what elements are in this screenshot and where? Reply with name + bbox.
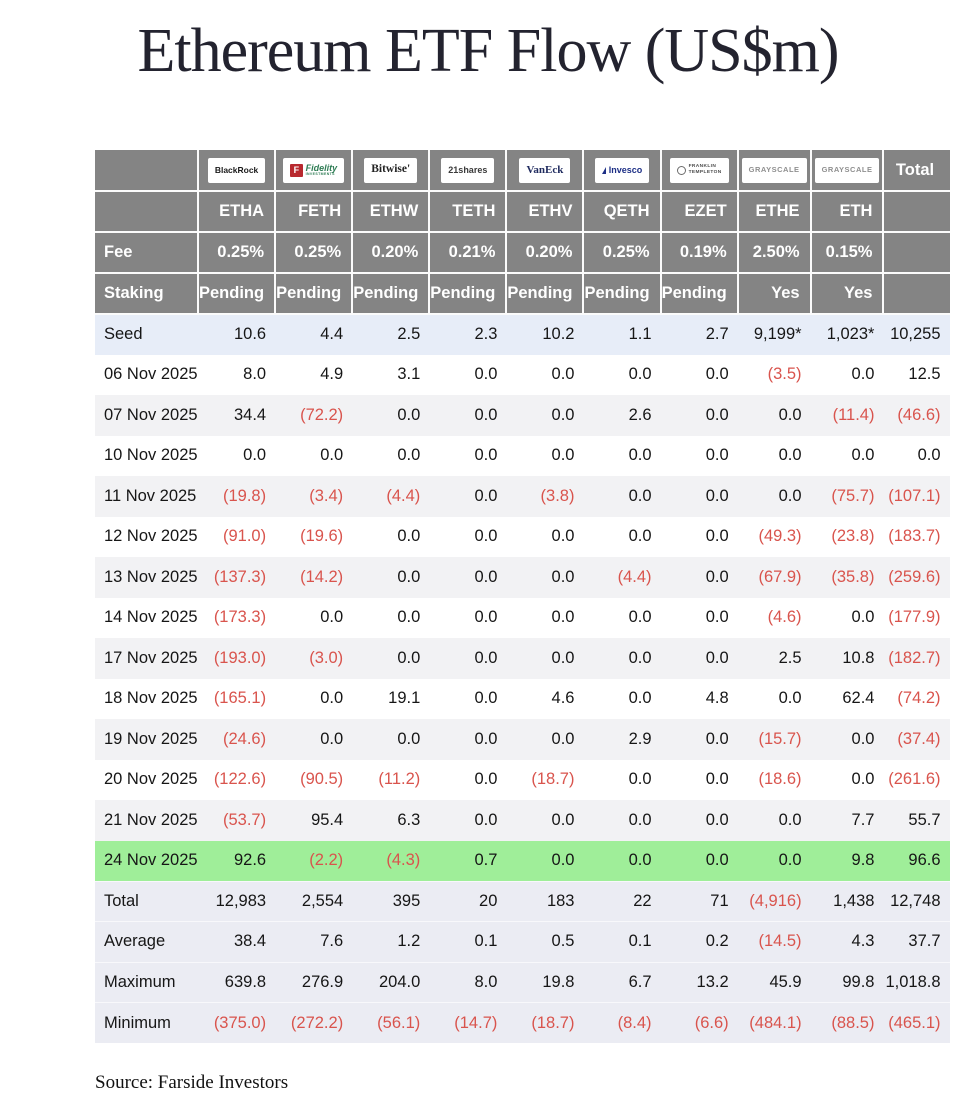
cell-19-nov-2025-col7: (15.7) xyxy=(738,719,811,760)
ticker-ezet: EZET xyxy=(661,191,738,232)
cell-total-col6: 71 xyxy=(661,881,738,922)
cell-seed-col4: 10.2 xyxy=(506,314,583,355)
cell-minimum-col0: (375.0) xyxy=(198,1003,275,1044)
cell-19-nov-2025-col0: (24.6) xyxy=(198,719,275,760)
cell-14-nov-2025-col5: 0.0 xyxy=(583,598,660,639)
cell-18-nov-2025-col3: 0.0 xyxy=(429,679,506,720)
cell-10-nov-2025-col4: 0.0 xyxy=(506,436,583,477)
cell-total-col0: 12,983 xyxy=(198,881,275,922)
data-row-11-nov-2025 xyxy=(95,476,950,517)
summary-row-minimum xyxy=(95,1003,950,1044)
etf-flow-table xyxy=(95,150,950,1043)
cell-10-nov-2025-col1: 0.0 xyxy=(275,436,352,477)
cell-20-nov-2025-col6: 0.0 xyxy=(661,760,738,801)
fee-row-label: Fee xyxy=(95,232,198,273)
cell-06-nov-2025-col0: 8.0 xyxy=(198,355,275,396)
cell-06-nov-2025-col7: (3.5) xyxy=(738,355,811,396)
cell-24-nov-2025-col3: 0.7 xyxy=(429,841,506,882)
staking-eth: Yes xyxy=(811,273,884,314)
cell-20-nov-2025-col1: (90.5) xyxy=(275,760,352,801)
page-title: Ethereum ETF Flow (US$m) xyxy=(137,17,839,85)
staking-etha: Pending xyxy=(198,273,275,314)
cell-13-nov-2025-col4: 0.0 xyxy=(506,557,583,598)
cell-maximum-col9: 1,018.8 xyxy=(883,962,949,1003)
cell-17-nov-2025-col9: (182.7) xyxy=(883,638,949,679)
cell-minimum-col5: (8.4) xyxy=(583,1003,660,1044)
cell-07-nov-2025-col8: (11.4) xyxy=(811,395,884,436)
summary-label-total: Total xyxy=(95,881,198,922)
cell-17-nov-2025-col1: (3.0) xyxy=(275,638,352,679)
fee-teth: 0.21% xyxy=(429,232,506,273)
cell-19-nov-2025-col9: (37.4) xyxy=(883,719,949,760)
data-label-20-nov-2025: 20 Nov 2025 xyxy=(95,760,198,801)
cell-seed-col9: 10,255 xyxy=(883,314,949,355)
cell-13-nov-2025-col7: (67.9) xyxy=(738,557,811,598)
cell-07-nov-2025-col5: 2.6 xyxy=(583,395,660,436)
cell-10-nov-2025-col3: 0.0 xyxy=(429,436,506,477)
cell-17-nov-2025-col5: 0.0 xyxy=(583,638,660,679)
fee-qeth: 0.25% xyxy=(583,232,660,273)
data-row-07-nov-2025 xyxy=(95,395,950,436)
cell-20-nov-2025-col5: 0.0 xyxy=(583,760,660,801)
cell-24-nov-2025-col0: 92.6 xyxy=(198,841,275,882)
cell-12-nov-2025-col7: (49.3) xyxy=(738,517,811,558)
cell-18-nov-2025-col8: 62.4 xyxy=(811,679,884,720)
cell-12-nov-2025-col5: 0.0 xyxy=(583,517,660,558)
cell-14-nov-2025-col6: 0.0 xyxy=(661,598,738,639)
cell-18-nov-2025-col0: (165.1) xyxy=(198,679,275,720)
cell-14-nov-2025-col8: 0.0 xyxy=(811,598,884,639)
cell-07-nov-2025-col0: 34.4 xyxy=(198,395,275,436)
invesco-triangle-icon xyxy=(602,167,606,174)
cell-17-nov-2025-col6: 0.0 xyxy=(661,638,738,679)
cell-17-nov-2025-col0: (193.0) xyxy=(198,638,275,679)
cell-19-nov-2025-col5: 2.9 xyxy=(583,719,660,760)
staking-ezet: Pending xyxy=(661,273,738,314)
blackrock-wordmark: BlackRock xyxy=(214,164,259,175)
franklin-templeton-logo xyxy=(670,158,729,183)
data-label-14-nov-2025: 14 Nov 2025 xyxy=(95,598,198,639)
cell-13-nov-2025-col8: (35.8) xyxy=(811,557,884,598)
cell-13-nov-2025-col2: 0.0 xyxy=(352,557,429,598)
cell-11-nov-2025-col0: (19.8) xyxy=(198,476,275,517)
provider-logo-cell-bitwise-2 xyxy=(352,150,429,191)
corner-cell xyxy=(95,150,198,191)
cell-06-nov-2025-col4: 0.0 xyxy=(506,355,583,396)
cell-24-nov-2025-col4: 0.0 xyxy=(506,841,583,882)
data-row-17-nov-2025 xyxy=(95,638,950,679)
provider-logo-cell-21shares-3 xyxy=(429,150,506,191)
cell-20-nov-2025-col4: (18.7) xyxy=(506,760,583,801)
cell-21-nov-2025-col0: (53.7) xyxy=(198,800,275,841)
cell-12-nov-2025-col1: (19.6) xyxy=(275,517,352,558)
cell-11-nov-2025-col7: 0.0 xyxy=(738,476,811,517)
data-label-seed: Seed xyxy=(95,314,198,355)
cell-13-nov-2025-col3: 0.0 xyxy=(429,557,506,598)
data-row-seed xyxy=(95,314,950,355)
21shares-wordmark: 21shares xyxy=(448,164,488,175)
data-label-06-nov-2025: 06 Nov 2025 xyxy=(95,355,198,396)
cell-14-nov-2025-col2: 0.0 xyxy=(352,598,429,639)
data-label-19-nov-2025: 19 Nov 2025 xyxy=(95,719,198,760)
cell-21-nov-2025-col5: 0.0 xyxy=(583,800,660,841)
cell-17-nov-2025-col8: 10.8 xyxy=(811,638,884,679)
cell-24-nov-2025-col1: (2.2) xyxy=(275,841,352,882)
cell-average-col1: 7.6 xyxy=(275,922,352,963)
cell-10-nov-2025-col6: 0.0 xyxy=(661,436,738,477)
summary-row-total xyxy=(95,881,950,922)
summary-label-maximum: Maximum xyxy=(95,962,198,1003)
fidelity-logo xyxy=(283,158,344,183)
cell-maximum-col8: 99.8 xyxy=(811,962,884,1003)
staking-row-label: Staking xyxy=(95,273,198,314)
provider-logo-cell-blackrock-0 xyxy=(198,150,275,191)
cell-average-col2: 1.2 xyxy=(352,922,429,963)
cell-maximum-col2: 204.0 xyxy=(352,962,429,1003)
ticker-ethw: ETHW xyxy=(352,191,429,232)
cell-maximum-col3: 8.0 xyxy=(429,962,506,1003)
data-label-18-nov-2025: 18 Nov 2025 xyxy=(95,679,198,720)
cell-13-nov-2025-col0: (137.3) xyxy=(198,557,275,598)
bitwise-wordmark: Bitwise' xyxy=(371,163,411,176)
cell-11-nov-2025-col8: (75.7) xyxy=(811,476,884,517)
cell-seed-col2: 2.5 xyxy=(352,314,429,355)
cell-18-nov-2025-col1: 0.0 xyxy=(275,679,352,720)
franklin-head-icon xyxy=(677,166,686,175)
cell-20-nov-2025-col0: (122.6) xyxy=(198,760,275,801)
cell-total-col2: 395 xyxy=(352,881,429,922)
cell-seed-col6: 2.7 xyxy=(661,314,738,355)
cell-13-nov-2025-col6: 0.0 xyxy=(661,557,738,598)
cell-18-nov-2025-col5: 0.0 xyxy=(583,679,660,720)
data-row-14-nov-2025 xyxy=(95,598,950,639)
data-row-12-nov-2025 xyxy=(95,517,950,558)
cell-21-nov-2025-col2: 6.3 xyxy=(352,800,429,841)
cell-24-nov-2025-col9: 96.6 xyxy=(883,841,949,882)
cell-14-nov-2025-col9: (177.9) xyxy=(883,598,949,639)
cell-average-col6: 0.2 xyxy=(661,922,738,963)
data-row-21-nov-2025 xyxy=(95,800,950,841)
cell-14-nov-2025-col3: 0.0 xyxy=(429,598,506,639)
cell-06-nov-2025-col9: 12.5 xyxy=(883,355,949,396)
grayscale-logo xyxy=(815,158,880,183)
cell-12-nov-2025-col8: (23.8) xyxy=(811,517,884,558)
cell-average-col3: 0.1 xyxy=(429,922,506,963)
grayscale-logo xyxy=(742,158,807,183)
vaneck-wordmark: VanEck xyxy=(526,163,564,176)
cell-21-nov-2025-col6: 0.0 xyxy=(661,800,738,841)
data-row-20-nov-2025 xyxy=(95,760,950,801)
cell-11-nov-2025-col3: 0.0 xyxy=(429,476,506,517)
cell-21-nov-2025-col9: 55.7 xyxy=(883,800,949,841)
cell-maximum-col4: 19.8 xyxy=(506,962,583,1003)
cell-14-nov-2025-col1: 0.0 xyxy=(275,598,352,639)
cell-07-nov-2025-col1: (72.2) xyxy=(275,395,352,436)
cell-18-nov-2025-col7: 0.0 xyxy=(738,679,811,720)
cell-06-nov-2025-col2: 3.1 xyxy=(352,355,429,396)
cell-11-nov-2025-col1: (3.4) xyxy=(275,476,352,517)
cell-seed-col1: 4.4 xyxy=(275,314,352,355)
staking-ethw: Pending xyxy=(352,273,429,314)
cell-minimum-col4: (18.7) xyxy=(506,1003,583,1044)
cell-average-col4: 0.5 xyxy=(506,922,583,963)
data-label-11-nov-2025: 11 Nov 2025 xyxy=(95,476,198,517)
cell-13-nov-2025-col1: (14.2) xyxy=(275,557,352,598)
franklin-line1: FRANKLIN xyxy=(688,164,717,170)
cell-average-col0: 38.4 xyxy=(198,922,275,963)
cell-minimum-col9: (465.1) xyxy=(883,1003,949,1044)
cell-minimum-col7: (484.1) xyxy=(738,1003,811,1044)
cell-19-nov-2025-col8: 0.0 xyxy=(811,719,884,760)
header-row-logos xyxy=(95,150,950,191)
cell-10-nov-2025-col8: 0.0 xyxy=(811,436,884,477)
cell-seed-col7: 9,199* xyxy=(738,314,811,355)
data-row-19-nov-2025 xyxy=(95,719,950,760)
fee-etha: 0.25% xyxy=(198,232,275,273)
cell-minimum-col2: (56.1) xyxy=(352,1003,429,1044)
ticker-total-empty-cell xyxy=(883,191,949,232)
header-row-staking xyxy=(95,273,950,314)
cell-10-nov-2025-col2: 0.0 xyxy=(352,436,429,477)
cell-minimum-col3: (14.7) xyxy=(429,1003,506,1044)
fee-ethw: 0.20% xyxy=(352,232,429,273)
cell-20-nov-2025-col7: (18.6) xyxy=(738,760,811,801)
summary-label-average: Average xyxy=(95,922,198,963)
data-row-10-nov-2025 xyxy=(95,436,950,477)
staking-qeth: Pending xyxy=(583,273,660,314)
cell-21-nov-2025-col3: 0.0 xyxy=(429,800,506,841)
cell-20-nov-2025-col8: 0.0 xyxy=(811,760,884,801)
cell-19-nov-2025-col2: 0.0 xyxy=(352,719,429,760)
cell-06-nov-2025-col6: 0.0 xyxy=(661,355,738,396)
ticker-ethv: ETHV xyxy=(506,191,583,232)
data-label-13-nov-2025: 13 Nov 2025 xyxy=(95,557,198,598)
data-label-17-nov-2025: 17 Nov 2025 xyxy=(95,638,198,679)
data-label-07-nov-2025: 07 Nov 2025 xyxy=(95,395,198,436)
cell-07-nov-2025-col6: 0.0 xyxy=(661,395,738,436)
cell-24-nov-2025-col6: 0.0 xyxy=(661,841,738,882)
cell-20-nov-2025-col9: (261.6) xyxy=(883,760,949,801)
header-row-tickers xyxy=(95,191,950,232)
ticker-eth: ETH xyxy=(811,191,884,232)
cell-18-nov-2025-col2: 19.1 xyxy=(352,679,429,720)
summary-label-minimum: Minimum xyxy=(95,1003,198,1044)
vaneck-logo xyxy=(519,158,570,183)
data-row-13-nov-2025 xyxy=(95,557,950,598)
total-column-header: Total xyxy=(883,150,949,191)
staking-ethv: Pending xyxy=(506,273,583,314)
cell-total-col9: 12,748 xyxy=(883,881,949,922)
summary-row-average xyxy=(95,922,950,963)
cell-11-nov-2025-col6: 0.0 xyxy=(661,476,738,517)
cell-11-nov-2025-col4: (3.8) xyxy=(506,476,583,517)
cell-10-nov-2025-col7: 0.0 xyxy=(738,436,811,477)
cell-19-nov-2025-col3: 0.0 xyxy=(429,719,506,760)
cell-minimum-col8: (88.5) xyxy=(811,1003,884,1044)
cell-total-col3: 20 xyxy=(429,881,506,922)
cell-11-nov-2025-col5: 0.0 xyxy=(583,476,660,517)
cell-21-nov-2025-col4: 0.0 xyxy=(506,800,583,841)
ticker-etha: ETHA xyxy=(198,191,275,232)
cell-13-nov-2025-col5: (4.4) xyxy=(583,557,660,598)
ticker-teth: TETH xyxy=(429,191,506,232)
cell-18-nov-2025-col6: 4.8 xyxy=(661,679,738,720)
cell-18-nov-2025-col9: (74.2) xyxy=(883,679,949,720)
cell-07-nov-2025-col4: 0.0 xyxy=(506,395,583,436)
provider-logo-cell-invesco-5 xyxy=(583,150,660,191)
provider-logo-cell-vaneck-4 xyxy=(506,150,583,191)
cell-maximum-col1: 276.9 xyxy=(275,962,352,1003)
cell-total-col5: 22 xyxy=(583,881,660,922)
cell-20-nov-2025-col3: 0.0 xyxy=(429,760,506,801)
cell-07-nov-2025-col9: (46.6) xyxy=(883,395,949,436)
grayscale-wordmark: GRAYSCALE xyxy=(821,165,873,175)
cell-10-nov-2025-col0: 0.0 xyxy=(198,436,275,477)
staking-feth: Pending xyxy=(275,273,352,314)
cell-12-nov-2025-col3: 0.0 xyxy=(429,517,506,558)
cell-17-nov-2025-col4: 0.0 xyxy=(506,638,583,679)
fee-feth: 0.25% xyxy=(275,232,352,273)
data-label-21-nov-2025: 21 Nov 2025 xyxy=(95,800,198,841)
cell-18-nov-2025-col4: 4.6 xyxy=(506,679,583,720)
cell-14-nov-2025-col7: (4.6) xyxy=(738,598,811,639)
staking-ethe: Yes xyxy=(738,273,811,314)
cell-21-nov-2025-col7: 0.0 xyxy=(738,800,811,841)
data-label-12-nov-2025: 12 Nov 2025 xyxy=(95,517,198,558)
cell-12-nov-2025-col2: 0.0 xyxy=(352,517,429,558)
fee-ezet: 0.19% xyxy=(661,232,738,273)
cell-19-nov-2025-col6: 0.0 xyxy=(661,719,738,760)
cell-07-nov-2025-col7: 0.0 xyxy=(738,395,811,436)
cell-06-nov-2025-col5: 0.0 xyxy=(583,355,660,396)
21shares-logo xyxy=(441,158,494,183)
cell-06-nov-2025-col3: 0.0 xyxy=(429,355,506,396)
cell-21-nov-2025-col1: 95.4 xyxy=(275,800,352,841)
cell-average-col8: 4.3 xyxy=(811,922,884,963)
staking-total-empty-cell xyxy=(883,273,949,314)
cell-average-col9: 37.7 xyxy=(883,922,949,963)
cell-24-nov-2025-col2: (4.3) xyxy=(352,841,429,882)
cell-total-col8: 1,438 xyxy=(811,881,884,922)
invesco-logo xyxy=(595,158,650,183)
grayscale-wordmark: GRAYSCALE xyxy=(748,165,800,175)
cell-12-nov-2025-col6: 0.0 xyxy=(661,517,738,558)
ticker-qeth: QETH xyxy=(583,191,660,232)
cell-12-nov-2025-col9: (183.7) xyxy=(883,517,949,558)
bitwise-logo xyxy=(364,158,417,183)
cell-06-nov-2025-col1: 4.9 xyxy=(275,355,352,396)
franklin-wordmark xyxy=(689,164,722,176)
data-row-06-nov-2025 xyxy=(95,355,950,396)
data-label-24-nov-2025: 24 Nov 2025 xyxy=(95,841,198,882)
invesco-wordmark: Invesco xyxy=(608,164,643,175)
fee-eth: 0.15% xyxy=(811,232,884,273)
data-row-24-nov-2025 xyxy=(95,841,950,882)
cell-maximum-col5: 6.7 xyxy=(583,962,660,1003)
ticker-row-label-cell xyxy=(95,191,198,232)
cell-14-nov-2025-col0: (173.3) xyxy=(198,598,275,639)
provider-logo-cell-grayscale-8 xyxy=(811,150,884,191)
fee-ethv: 0.20% xyxy=(506,232,583,273)
cell-maximum-col6: 13.2 xyxy=(661,962,738,1003)
cell-minimum-col1: (272.2) xyxy=(275,1003,352,1044)
cell-21-nov-2025-col8: 7.7 xyxy=(811,800,884,841)
cell-seed-col3: 2.3 xyxy=(429,314,506,355)
data-label-10-nov-2025: 10 Nov 2025 xyxy=(95,436,198,477)
cell-12-nov-2025-col0: (91.0) xyxy=(198,517,275,558)
ticker-feth: FETH xyxy=(275,191,352,232)
cell-seed-col5: 1.1 xyxy=(583,314,660,355)
cell-06-nov-2025-col8: 0.0 xyxy=(811,355,884,396)
summary-row-maximum xyxy=(95,962,950,1003)
fee-total-empty-cell xyxy=(883,232,949,273)
fidelity-f-icon: F xyxy=(290,164,303,177)
cell-20-nov-2025-col2: (11.2) xyxy=(352,760,429,801)
cell-average-col7: (14.5) xyxy=(738,922,811,963)
cell-10-nov-2025-col9: 0.0 xyxy=(883,436,949,477)
cell-10-nov-2025-col5: 0.0 xyxy=(583,436,660,477)
cell-07-nov-2025-col2: 0.0 xyxy=(352,395,429,436)
cell-24-nov-2025-col5: 0.0 xyxy=(583,841,660,882)
cell-19-nov-2025-col4: 0.0 xyxy=(506,719,583,760)
cell-total-col7: (4,916) xyxy=(738,881,811,922)
fidelity-subtext: INVESTMENTS xyxy=(305,171,335,176)
ticker-ethe: ETHE xyxy=(738,191,811,232)
fidelity-name: Fidelity xyxy=(305,162,338,173)
cell-seed-col8: 1,023* xyxy=(811,314,884,355)
cell-17-nov-2025-col2: 0.0 xyxy=(352,638,429,679)
blackrock-logo xyxy=(208,158,265,183)
cell-24-nov-2025-col8: 9.8 xyxy=(811,841,884,882)
staking-teth: Pending xyxy=(429,273,506,314)
franklin-line2: TEMPLETON xyxy=(688,170,722,175)
cell-17-nov-2025-col7: 2.5 xyxy=(738,638,811,679)
data-row-18-nov-2025 xyxy=(95,679,950,720)
source-note: Source: Farside Investors xyxy=(95,1072,289,1093)
provider-logo-cell-fidelity-1 xyxy=(275,150,352,191)
cell-14-nov-2025-col4: 0.0 xyxy=(506,598,583,639)
fee-ethe: 2.50% xyxy=(738,232,811,273)
cell-07-nov-2025-col3: 0.0 xyxy=(429,395,506,436)
cell-13-nov-2025-col9: (259.6) xyxy=(883,557,949,598)
cell-24-nov-2025-col7: 0.0 xyxy=(738,841,811,882)
cell-12-nov-2025-col4: 0.0 xyxy=(506,517,583,558)
cell-maximum-col7: 45.9 xyxy=(738,962,811,1003)
fidelity-wordmark xyxy=(306,164,338,177)
cell-total-col4: 183 xyxy=(506,881,583,922)
cell-minimum-col6: (6.6) xyxy=(661,1003,738,1044)
cell-11-nov-2025-col2: (4.4) xyxy=(352,476,429,517)
cell-17-nov-2025-col3: 0.0 xyxy=(429,638,506,679)
cell-total-col1: 2,554 xyxy=(275,881,352,922)
cell-19-nov-2025-col1: 0.0 xyxy=(275,719,352,760)
header-row-fee xyxy=(95,232,950,273)
cell-seed-col0: 10.6 xyxy=(198,314,275,355)
cell-maximum-col0: 639.8 xyxy=(198,962,275,1003)
provider-logo-cell-franklin-templeton-6 xyxy=(661,150,738,191)
cell-11-nov-2025-col9: (107.1) xyxy=(883,476,949,517)
cell-average-col5: 0.1 xyxy=(583,922,660,963)
provider-logo-cell-grayscale-7 xyxy=(738,150,811,191)
